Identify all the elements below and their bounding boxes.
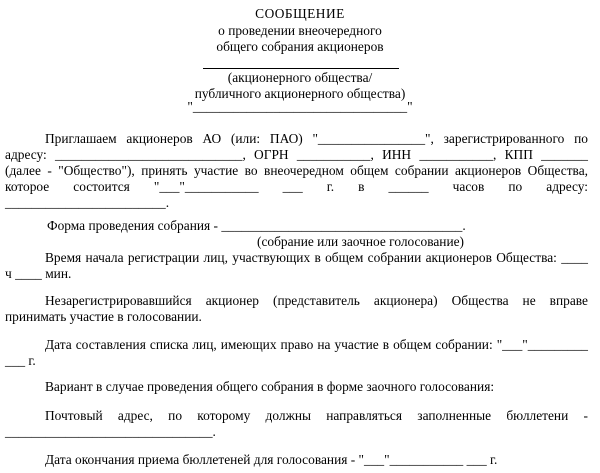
unregistered-line-2: принимать участие в голосовании. [5, 309, 202, 324]
invite-line-5: ________________________. [5, 195, 170, 210]
list-date-line-2: ___ г. [5, 353, 36, 368]
postal-address-line-2: _______________________________. [5, 424, 216, 439]
invite-line-3: (далее - "Общество"), принять участие во внеочередном общем собрании акционеров Общества, [5, 163, 588, 178]
absentee-variant-line: Вариант в случае проведения общего собрания в форме заочного голосования: [45, 379, 495, 394]
doc-subtitle-1: о проведении внеочередного [218, 23, 382, 38]
doc-subtitle-2: общего собрания акционеров [216, 39, 384, 54]
invite-line-4: которое состоится "___"___________ ___ г. в ______ часов по адресу: [5, 179, 588, 194]
company-name-blank [203, 68, 399, 69]
company-type-note-1: (акционерного общества/ [227, 70, 373, 85]
postal-address-line-1: Почтовый адрес, по которому должны направляться заполненные бюллетени - [45, 408, 588, 423]
invite-line-2: адресу: ____________________________, ОГРН ___________, ИНН ___________, КПП _______ [5, 147, 588, 162]
invite-line-1: Приглашаем акционеров АО (или: ПАО) "________________", зарегистрированного по [45, 131, 588, 146]
company-name-quotes: "________________________________" [187, 99, 413, 114]
meeting-form-line: Форма проведения собрания - ____________________________________. [47, 218, 466, 233]
ballot-deadline-line: Дата окончания приема бюллетеней для голосования - "___"___________ ___ г. [45, 452, 498, 467]
unregistered-line-1: Незарегистрировавшийся акционер (представитель акционера) Общества не вправе [45, 293, 588, 308]
doc-title: СООБЩЕНИЕ [255, 6, 345, 21]
company-type-note-2: публичного акционерного общества) [194, 86, 406, 101]
registration-line-1: Время начала регистрации лиц, участвующих в общем собрании акционеров Общества: ____ [45, 250, 588, 265]
meeting-form-note: (собрание или заочное голосование) [257, 234, 465, 249]
list-date-line-1: Дата составления списка лиц, имеющих право на участие в общем собрании: "___"_________ [45, 337, 588, 352]
registration-line-2: ч ____ мин. [5, 266, 72, 281]
